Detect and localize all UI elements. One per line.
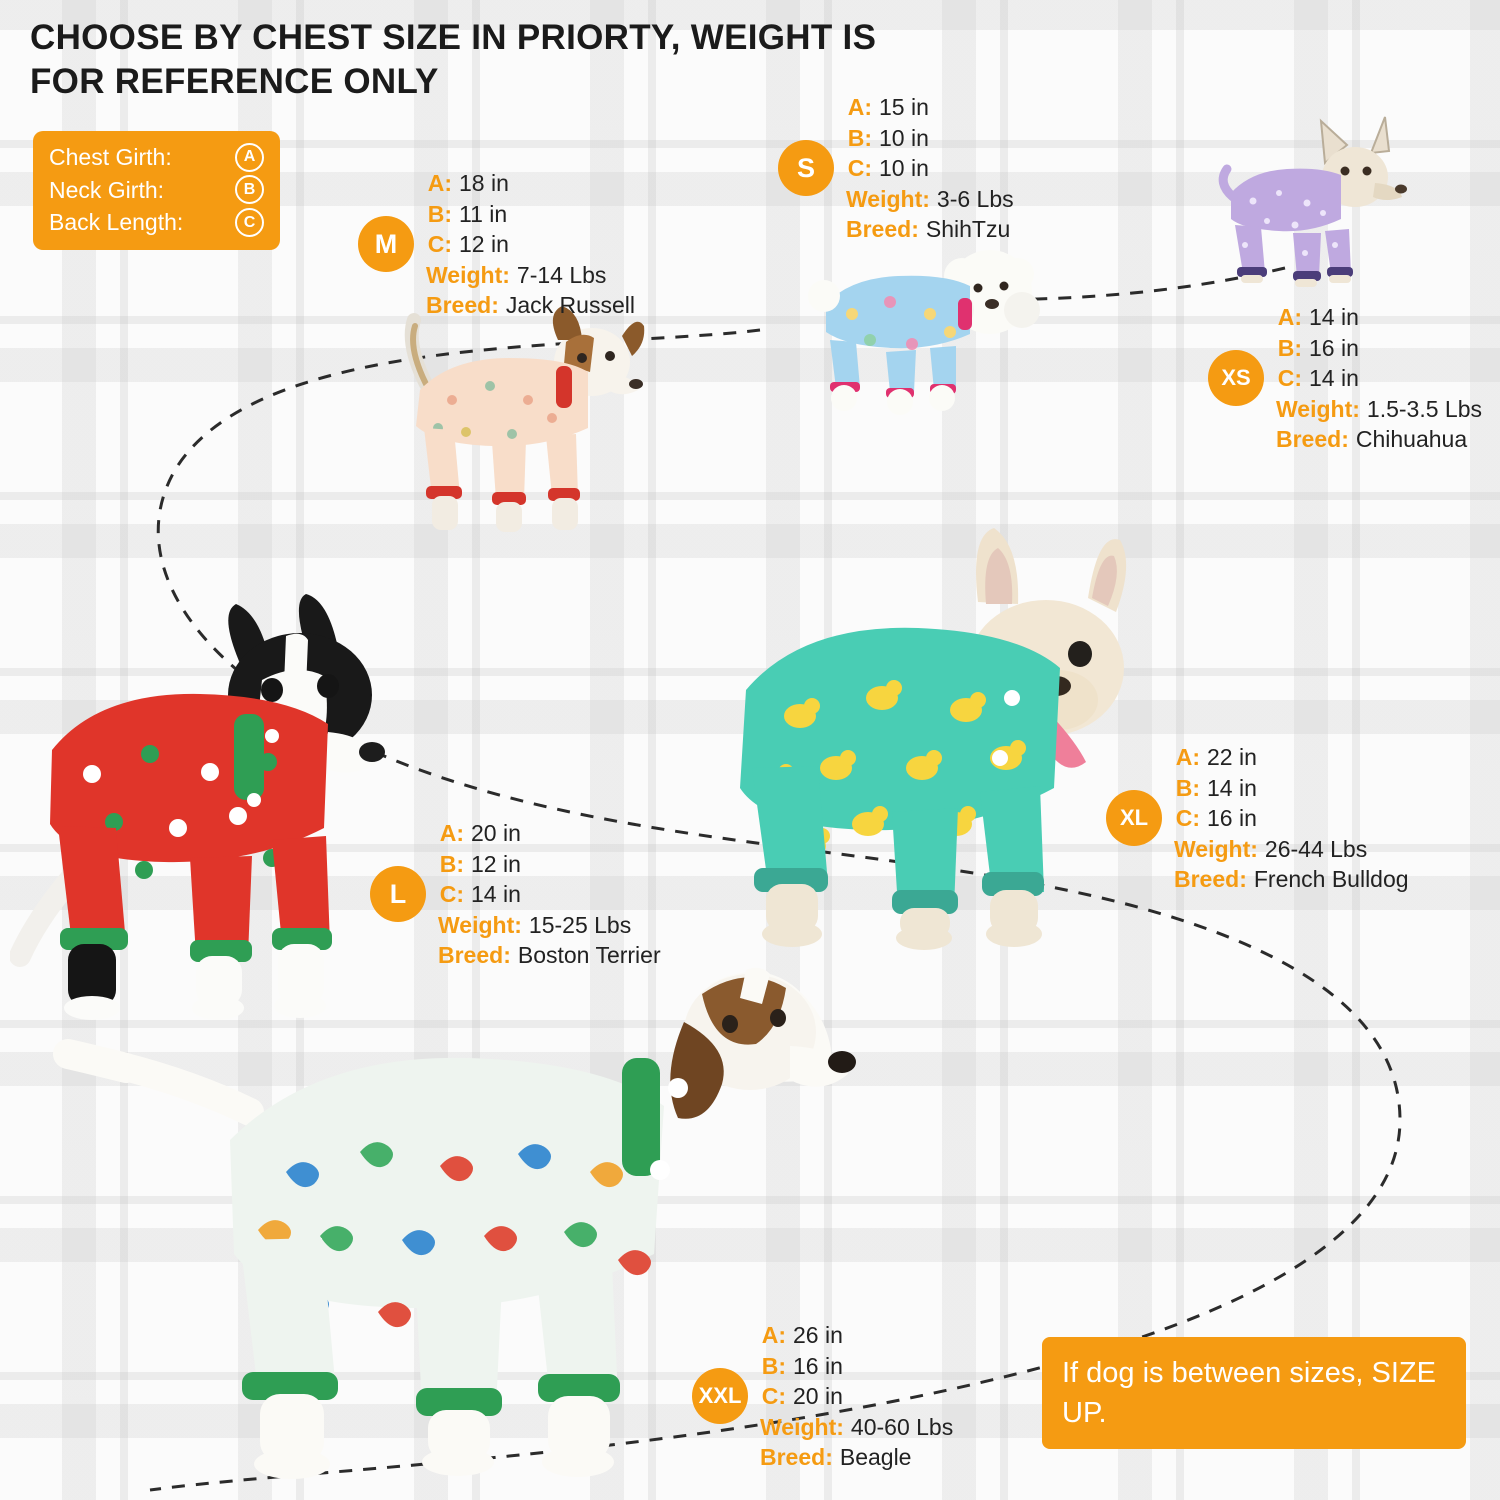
value-weight-xl: 26-44 Lbs [1264, 835, 1368, 862]
dog-chihuahua-xs [1175, 105, 1415, 295]
spec-line-weight-m [426, 260, 635, 291]
label-c: C: [427, 231, 452, 258]
spec-block-l [370, 818, 661, 971]
label-breed: Breed: [1174, 866, 1247, 893]
label-a: A: [1277, 304, 1302, 330]
spec-line-c-xxl [760, 1381, 953, 1412]
label-weight: Weight: [846, 185, 930, 212]
spec-block-m [358, 168, 635, 321]
legend-label-neck: Neck Girth: [49, 176, 165, 203]
label-weight: Weight: [438, 911, 522, 938]
spec-line-c-m [426, 229, 635, 260]
value-b-xxl: 16 in [793, 1352, 843, 1379]
size-badge-m: M [358, 216, 414, 272]
spec-line-breed-m [426, 290, 635, 321]
label-b: B: [761, 1352, 786, 1379]
size-badge-xs: XS [1208, 350, 1264, 406]
value-a-m: 18 in [459, 170, 509, 196]
spec-block-xl [1106, 742, 1409, 895]
spec-line-b-l [438, 849, 661, 880]
spec-block-xxl [692, 1320, 953, 1473]
label-c: C: [1175, 805, 1200, 832]
page-title: CHOOSE BY CHEST SIZE IN PRIORTY, WEIGHT IS FOR REFERENCE ONLY [30, 18, 877, 102]
spec-block-s [778, 92, 1014, 245]
label-a: A: [847, 94, 872, 120]
spec-lines-xl [1174, 742, 1409, 895]
label-b: B: [847, 124, 872, 151]
legend-row-chest [49, 141, 264, 174]
label-a: A: [1175, 744, 1200, 770]
label-c: C: [847, 155, 872, 182]
label-b: B: [1175, 774, 1200, 801]
spec-line-a-s [846, 92, 1014, 123]
value-b-xs: 16 in [1309, 334, 1359, 361]
legend-badge-b: B [235, 175, 264, 204]
dog-jack-russell-m [370, 300, 650, 540]
spec-lines-s [846, 92, 1014, 245]
value-c-xs: 14 in [1309, 365, 1359, 392]
label-a: A: [427, 170, 452, 196]
value-c-xxl: 20 in [793, 1383, 843, 1410]
value-a-s: 15 in [879, 94, 929, 120]
spec-line-c-l [438, 879, 661, 910]
value-c-xl: 16 in [1207, 805, 1257, 832]
size-badge-s: S [778, 140, 834, 196]
value-c-s: 10 in [879, 155, 929, 182]
value-weight-xxl: 40-60 Lbs [850, 1413, 954, 1440]
dog-bichon-s [790, 240, 1050, 420]
spec-line-c-s [846, 153, 1014, 184]
spec-line-weight-xs [1276, 394, 1482, 425]
size-badge-xl: XL [1106, 790, 1162, 846]
spec-line-breed-xxl [760, 1442, 953, 1473]
size-up-tip: If dog is between sizes, SIZE UP. [1042, 1337, 1466, 1449]
legend-label-back: Back Length: [49, 209, 184, 236]
value-b-s: 10 in [879, 124, 929, 151]
value-weight-s: 3-6 Lbs [936, 185, 1014, 212]
value-breed-s: ShihTzu [925, 216, 1011, 243]
value-weight-xs: 1.5-3.5 Lbs [1366, 395, 1482, 422]
label-weight: Weight: [1276, 395, 1360, 422]
value-breed-m: Jack Russell [505, 292, 635, 319]
value-b-xl: 14 in [1207, 774, 1257, 801]
spec-line-a-xxl [760, 1320, 953, 1351]
value-breed-l: Boston Terrier [517, 942, 661, 969]
label-c: C: [761, 1383, 786, 1410]
value-c-l: 14 in [471, 881, 521, 908]
spec-line-c-xs [1276, 363, 1482, 394]
spec-line-c-xl [1174, 803, 1409, 834]
label-b: B: [427, 200, 452, 227]
spec-line-weight-l [438, 910, 661, 941]
legend-badge-a: A [235, 143, 264, 172]
label-breed: Breed: [426, 292, 499, 319]
label-breed: Breed: [846, 216, 919, 243]
label-weight: Weight: [1174, 835, 1258, 862]
value-a-xs: 14 in [1309, 304, 1359, 330]
size-badge-l: L [370, 866, 426, 922]
spec-line-b-s [846, 123, 1014, 154]
value-breed-xl: French Bulldog [1253, 866, 1409, 893]
label-b: B: [1277, 334, 1302, 361]
dog-french-bulldog-xl [660, 520, 1180, 950]
spec-line-weight-xl [1174, 834, 1409, 865]
legend-row-neck [49, 174, 264, 207]
spec-line-a-xl [1174, 742, 1409, 773]
label-c: C: [439, 881, 464, 908]
spec-lines-xs [1276, 302, 1482, 455]
spec-line-breed-xl [1174, 864, 1409, 895]
spec-line-a-l [438, 818, 661, 849]
value-breed-xs: Chihuahua [1355, 426, 1468, 453]
label-c: C: [1277, 365, 1302, 392]
value-weight-m: 7-14 Lbs [516, 261, 607, 288]
value-c-m: 12 in [459, 231, 509, 258]
legend-box [33, 131, 280, 250]
label-weight: Weight: [426, 261, 510, 288]
spec-line-b-xs [1276, 333, 1482, 364]
size-badge-xxl: XXL [692, 1368, 748, 1424]
label-breed: Breed: [438, 942, 511, 969]
spec-lines-xxl [760, 1320, 953, 1473]
spec-line-b-xl [1174, 773, 1409, 804]
spec-lines-l [438, 818, 661, 971]
label-a: A: [439, 820, 464, 846]
spec-line-a-m [426, 168, 635, 199]
label-b: B: [439, 850, 464, 877]
value-breed-xxl: Beagle [839, 1444, 912, 1471]
spec-line-breed-xs [1276, 424, 1482, 455]
spec-line-weight-s [846, 184, 1014, 215]
value-a-l: 20 in [471, 820, 521, 846]
spec-line-b-m [426, 199, 635, 230]
value-b-l: 12 in [471, 850, 521, 877]
spec-lines-m [426, 168, 635, 321]
spec-line-weight-xxl [760, 1412, 953, 1443]
label-weight: Weight: [760, 1413, 844, 1440]
label-breed: Breed: [760, 1444, 833, 1471]
spec-line-a-xs [1276, 302, 1482, 333]
legend-label-chest: Chest Girth: [49, 144, 172, 170]
legend-badge-c: C [235, 208, 264, 237]
value-a-xl: 22 in [1207, 744, 1257, 770]
legend-row-back [49, 206, 264, 239]
value-b-m: 11 in [459, 200, 508, 227]
value-a-xxl: 26 in [793, 1322, 843, 1348]
label-a: A: [761, 1322, 786, 1348]
spec-line-breed-s [846, 214, 1014, 245]
spec-block-xs [1208, 302, 1482, 455]
spec-line-b-xxl [760, 1351, 953, 1382]
label-breed: Breed: [1276, 426, 1349, 453]
value-weight-l: 15-25 Lbs [528, 911, 632, 938]
spec-line-breed-l [438, 940, 661, 971]
